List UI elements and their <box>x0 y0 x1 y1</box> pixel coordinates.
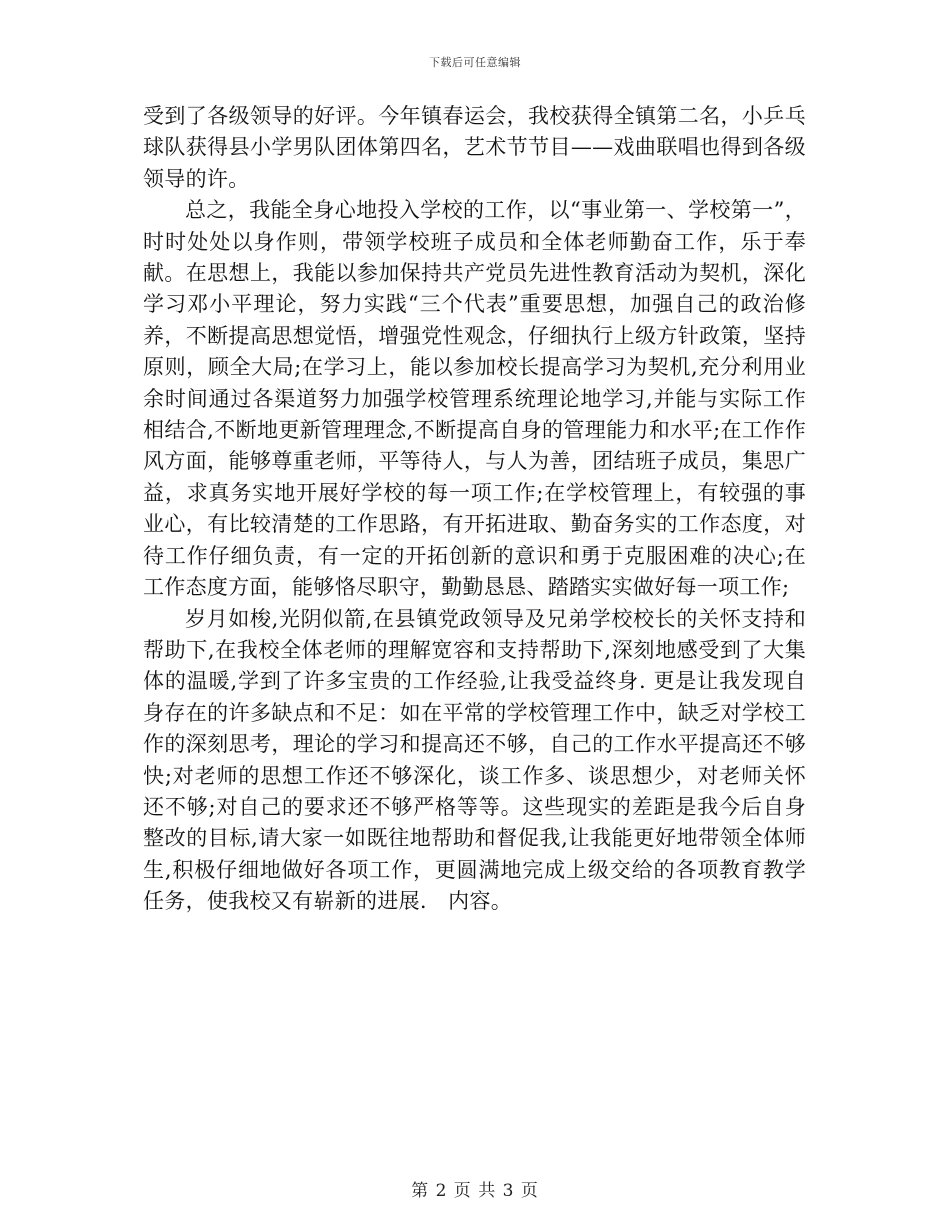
document-body <box>143 101 806 918</box>
page-footer: 第 2 页 共 3 页 <box>411 1181 539 1201</box>
paragraph-continued: 受到了各级领导的好评。今年镇春运会，我校获得全镇第二名，小乒乓球队获得县小学男队团体第四名，艺术节节目——戏曲联唱也得到各级领导的许。 <box>143 104 806 191</box>
paragraph-summary: 总之，我能全身心地投入学校的工作，以“事业第一、学校第一”，时时处处以身作则，带领学校班子成员和全体老师勤奋工作，乐于奉献。在思想上，我能以参加保持共产党员先进性教育活动为契机，深化学习邓小平理论，努力实践“三个代表”重要思想，加强自己的政治修养，不断提高思想觉悟，增强党性观念，仔细执行上级方针政策，坚持原则，顾全大局;在学习上，能以参加校长提高学习为契机,充分利用业余时间通过各渠道努力加强学校管理系统理论地学习,并能与实际工作相结合,不断地更新管理理念,不断提高自身的管理能力和水平;在工作作风方面，能够尊重老师，平等待人，与人为善，团结班子成员，集思广益，求真务实地开展好学校的每一项工作;在学校管理上，有较强的事业心，有比较清楚的工作思路，有开拓进取、勤奋务实的工作态度，对待工作仔细负责，有一定的开拓创新的意识和勇于克服困难的决心;在工作态度方面，能够恪尽职守，勤勤恳恳、踏踏实实做好每一项工作; <box>143 198 806 600</box>
page-header: 下载后可任意编辑 <box>429 56 521 69</box>
paragraph-reflection: 岁月如梭,光阴似箭,在县镇党政领导及兄弟学校校长的关怀支持和帮助下,在我校全体老师的理解宽容和支持帮助下,深刻地感受到了大集体的温暖,学到了许多宝贵的工作经验,让我受益终身. 更是让我发现自身存在的许多缺点和不足：如在平常的学校管理工作中，缺乏对学校工作的深刻思考，理论的学习和提高还不够，自己的工作水平提高还不够快;对老师的思想工作还不够深化，谈工作多、谈思想少，对老师关怀还不够;对自己的要求还不够严格等等。这些现实的差距是我今后自身整改的目标,请大家一如既往地帮助和督促我,让我能更好地带领全体师生,积极仔细地做好各项工作，更圆满地完成上级交给的各项教育教学任务，使我校又有崭新的进展. 内容。 <box>143 606 806 914</box>
